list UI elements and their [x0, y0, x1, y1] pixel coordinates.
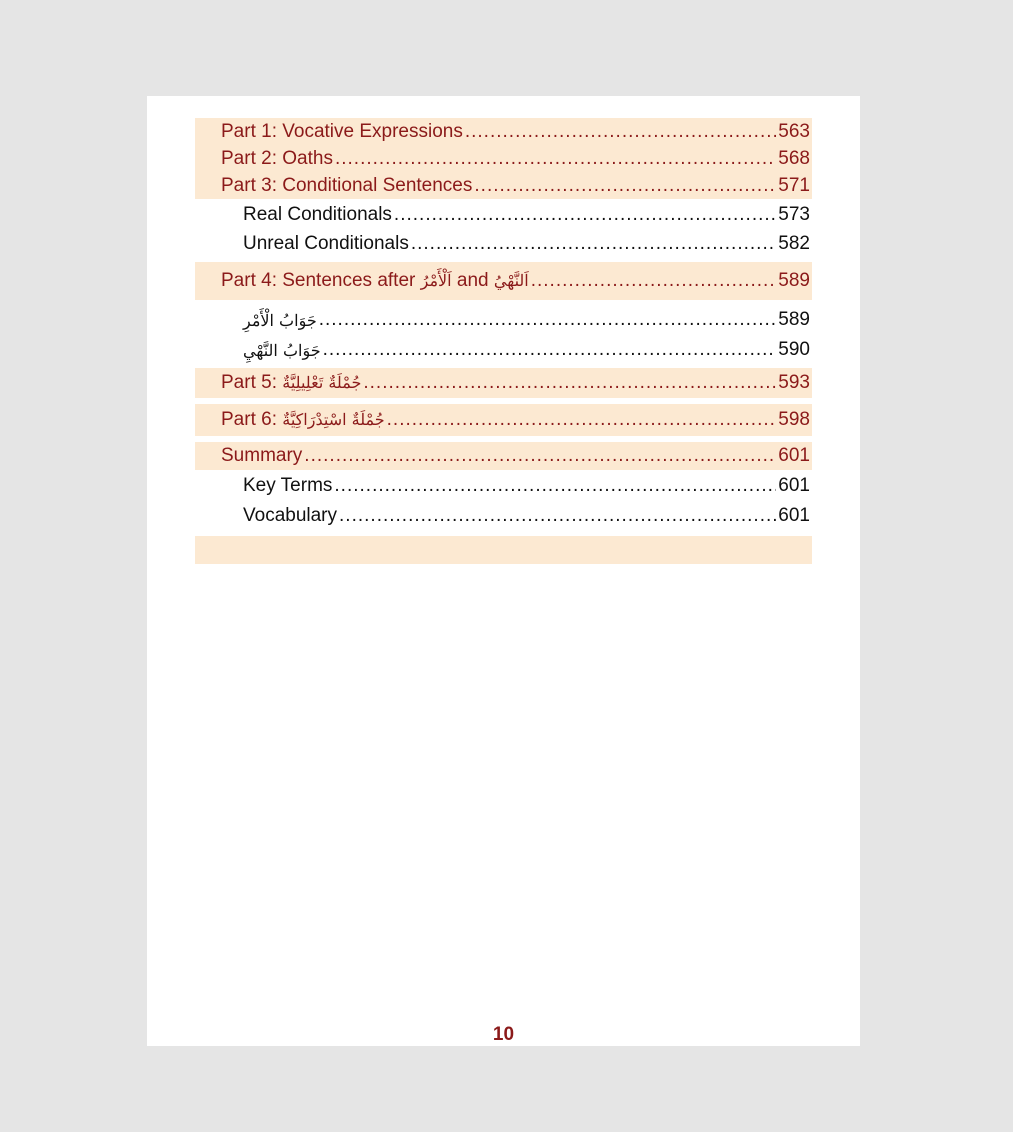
toc-entry-arabic-term: اَلنَّهْيُ: [493, 271, 529, 290]
toc-entry-arabic-term: اَلْأَمْرُ: [420, 271, 452, 290]
toc-entry-page: 601: [778, 475, 810, 496]
toc-entry-part-3[interactable]: [195, 172, 812, 199]
toc-leader-dots: [394, 204, 776, 226]
toc-entry-page: 563: [778, 120, 810, 142]
toc-entry-jawab-an-nahy[interactable]: [195, 335, 812, 365]
toc-entry-title: جَوَابُ الْأَمْرِ: [243, 310, 317, 330]
toc-entry-unreal-conditionals[interactable]: [195, 230, 812, 258]
toc-leader-dots: [334, 475, 776, 497]
toc-entry-jawab-al-amr[interactable]: [195, 305, 812, 335]
toc-entry-vocabulary[interactable]: [195, 502, 812, 530]
toc-leader-dots: [363, 372, 776, 394]
toc-entry-page: 601: [778, 505, 810, 526]
toc-entry-title: Unreal Conditionals: [243, 233, 409, 254]
toc-entry-title: Real Conditionals: [243, 204, 392, 225]
toc-leader-dots: [304, 445, 776, 467]
toc-entry-arabic-term: جُمْلَةٌ تَعْلِيلِيَّةٌ: [282, 373, 362, 392]
toc-leader-dots: [319, 309, 777, 331]
toc-entry-part-5[interactable]: [195, 368, 812, 398]
toc-entry-title: Part 2: Oaths: [221, 147, 333, 169]
toc-entry-title: Key Terms: [243, 475, 333, 496]
toc-entry-arabic-term: جُمْلَةٌ اسْتِدْرَاكِيَّةٌ: [282, 410, 385, 429]
toc-leader-dots: [465, 121, 776, 143]
toc-entry-title: Summary: [221, 445, 303, 466]
toc-leader-dots: [339, 505, 776, 527]
toc-entry-title-prefix: Part 6:: [221, 409, 277, 430]
toc-entry-key-terms[interactable]: [195, 472, 812, 500]
toc-entry-title: جَوَابُ النَّهْيِ: [243, 340, 321, 360]
toc-entry-summary[interactable]: [195, 442, 812, 470]
toc-entry-page: 589: [778, 270, 810, 291]
toc-entry-page: 601: [778, 445, 810, 466]
toc-entry-page: 590: [778, 339, 810, 360]
toc-entry-page: 568: [778, 147, 810, 169]
toc-entry-conjunction: and: [456, 270, 489, 291]
toc-entry-title-prefix: Part 4: Sentences after: [221, 270, 416, 291]
toc-leader-dots: [335, 148, 776, 170]
toc-entry-part-4[interactable]: [195, 262, 812, 300]
empty-highlight-band: [195, 536, 812, 564]
toc-entry-part-6[interactable]: [195, 404, 812, 436]
toc-leader-dots: [531, 270, 777, 292]
toc-entry-real-conditionals[interactable]: [195, 201, 812, 229]
toc-entry-page: 571: [778, 174, 810, 196]
toc-entry-page: 589: [778, 309, 810, 330]
toc-entry-page: 593: [778, 372, 810, 393]
toc-leader-dots: [474, 175, 776, 197]
toc-entry-title-prefix: Part 5:: [221, 372, 277, 393]
toc-entry-title: [221, 270, 529, 292]
toc-entry-title: Part 1: Vocative Expressions: [221, 120, 463, 142]
toc-entry-page: 582: [778, 233, 810, 254]
toc-entry-page: 573: [778, 204, 810, 225]
toc-entry-title: Vocabulary: [243, 505, 338, 526]
toc-leader-dots: [323, 339, 777, 361]
toc-entry-title: [221, 372, 361, 394]
toc-entry-part-1[interactable]: [195, 118, 812, 145]
toc-leader-dots: [387, 409, 777, 431]
toc-entry-title: Part 3: Conditional Sentences: [221, 174, 473, 196]
page-number: 10: [492, 1024, 515, 1045]
document-page: [147, 96, 860, 1046]
toc-entry-page: 598: [778, 409, 810, 430]
toc-entry-title: [221, 409, 385, 431]
toc-entry-part-2[interactable]: [195, 145, 812, 172]
toc-leader-dots: [411, 233, 776, 255]
